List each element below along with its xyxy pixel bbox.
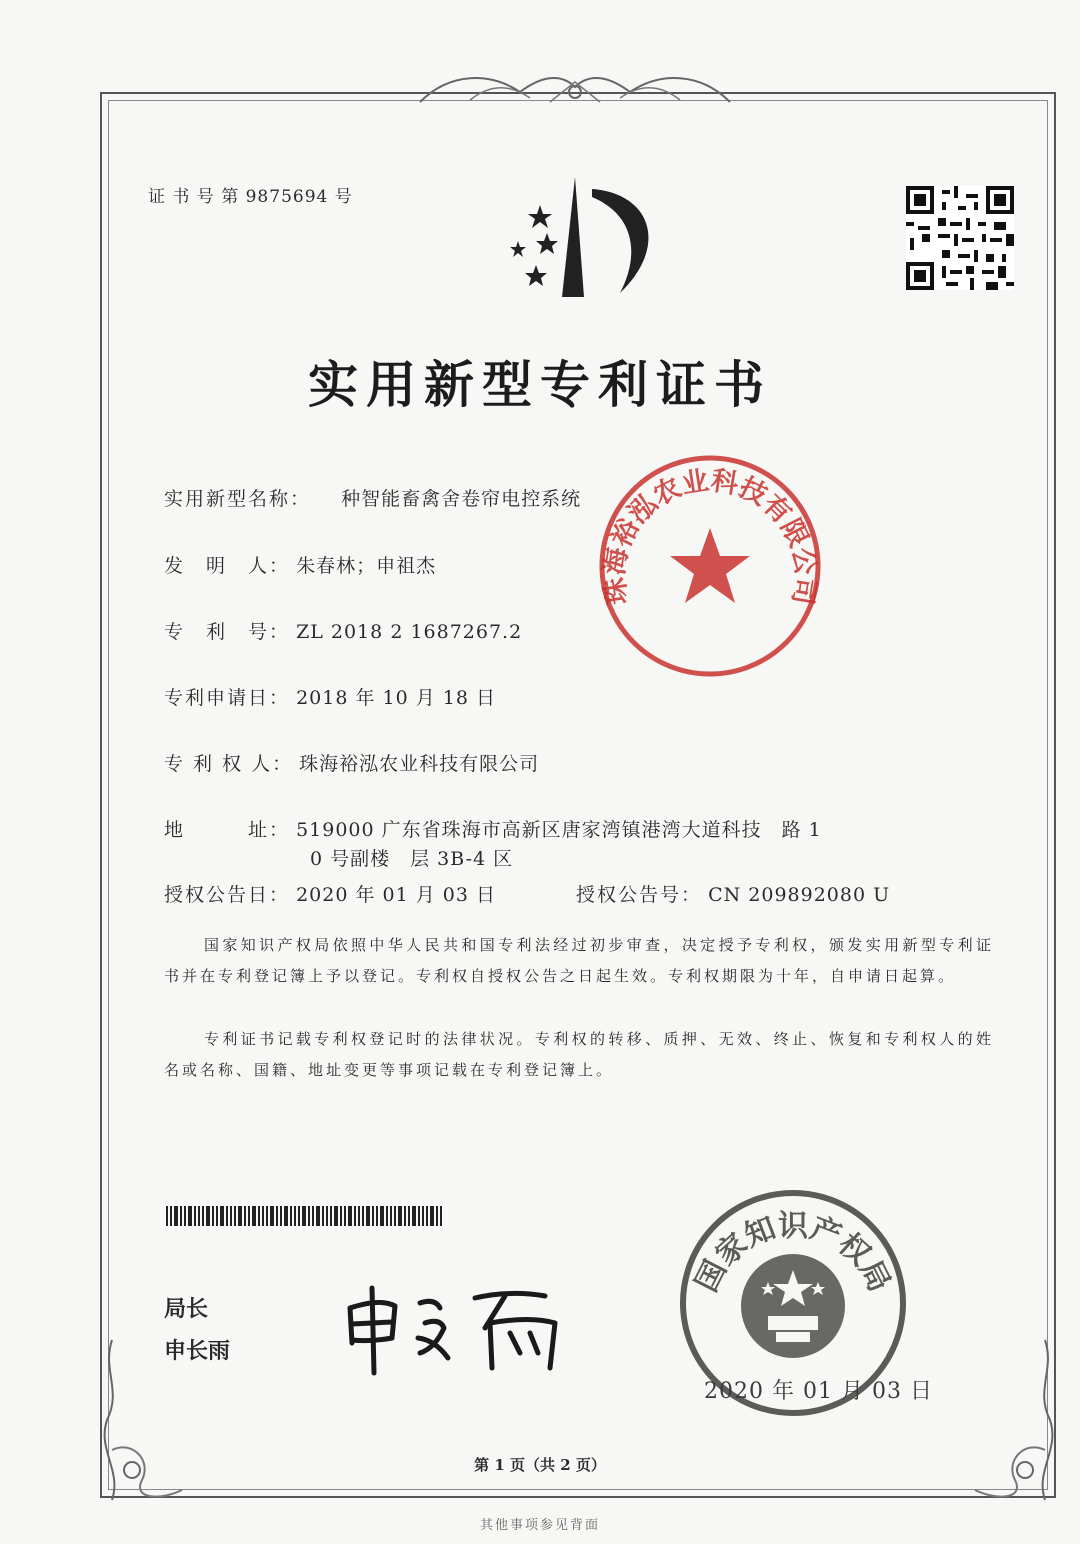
legal-paragraph-1: 国家知识产权局依照中华人民共和国专利法经过初步审查，决定授予专利权，颁发实用新型专利证书并在专利登记簿上予以登记。专利权自授权公告之日起生效。专利权期限为十年，自申请日起算。 bbox=[164, 936, 994, 985]
field-announcement-number bbox=[576, 880, 890, 907]
field-label: 地 址： bbox=[164, 819, 291, 841]
barcode-icon bbox=[166, 1206, 442, 1226]
field-inventors bbox=[164, 551, 436, 578]
director-title: 局长 bbox=[164, 1296, 209, 1322]
field-label: 授权公告日： bbox=[164, 884, 291, 906]
field-patentee bbox=[164, 749, 539, 776]
director-name: 申长雨 bbox=[164, 1338, 231, 1364]
field-value: 种智能畜禽舍卷帘电控系统 bbox=[341, 488, 582, 510]
certificate-title: 实用新型专利证书 bbox=[308, 355, 772, 414]
field-value: 2018 年 10 月 18 日 bbox=[296, 687, 496, 709]
field-label: 实用新型名称： bbox=[164, 488, 312, 510]
field-value: 珠海裕泓农业科技有限公司 bbox=[299, 753, 540, 775]
top-ornament bbox=[410, 62, 740, 112]
legal-paragraph-2: 专利证书记载专利权登记时的法律状况。专利权的转移、质押、无效、终止、恢复和专利权人的姓名或名称、国籍、地址变更等事项记载在专利登记簿上。 bbox=[164, 1030, 994, 1079]
footer-note: 其他事项参见背面 bbox=[479, 1518, 600, 1533]
field-value: 2020 年 01 月 03 日 bbox=[296, 884, 496, 906]
field-value: 朱春林；申祖杰 bbox=[296, 555, 437, 577]
company-seal-text: 珠海裕泓农业科技有限公司 bbox=[599, 465, 821, 607]
field-value: 519000 广东省珠海市高新区唐家湾镇港湾大道科技 路 1 bbox=[296, 819, 822, 841]
field-label: 专 利 号： bbox=[164, 621, 291, 643]
bottom-right-ornament bbox=[965, 1330, 1065, 1510]
field-value: CN 209892080 U bbox=[708, 884, 891, 906]
page-number: 第 1 页（共 2 页） bbox=[474, 1456, 606, 1474]
field-label: 专利申请日： bbox=[164, 687, 291, 709]
qr-code-icon bbox=[906, 186, 1014, 290]
director-signature-icon bbox=[340, 1268, 580, 1378]
field-address bbox=[164, 815, 822, 842]
field-utility-model-name bbox=[164, 484, 581, 511]
seal-date: 2020 年 01 月 03 日 bbox=[704, 1379, 933, 1404]
field-label: 专 利 权 人： bbox=[164, 753, 294, 775]
field-label: 发 明 人： bbox=[164, 555, 291, 577]
cnipa-emblem-icon bbox=[500, 175, 670, 300]
field-patent-number bbox=[164, 617, 522, 644]
field-grant-date bbox=[164, 880, 496, 907]
field-value: 0 号副楼 层 3B-4 区 bbox=[310, 848, 514, 870]
company-seal-icon bbox=[596, 452, 824, 680]
field-value: ZL 2018 2 1687267.2 bbox=[296, 621, 523, 643]
field-address-line2 bbox=[310, 844, 513, 871]
field-label: 授权公告号： bbox=[576, 884, 703, 906]
gov-seal-text: 国家知识产权局 bbox=[689, 1208, 897, 1298]
field-application-date bbox=[164, 683, 496, 710]
certificate-number: 证 书 号 第 9875694 号 bbox=[148, 187, 353, 207]
